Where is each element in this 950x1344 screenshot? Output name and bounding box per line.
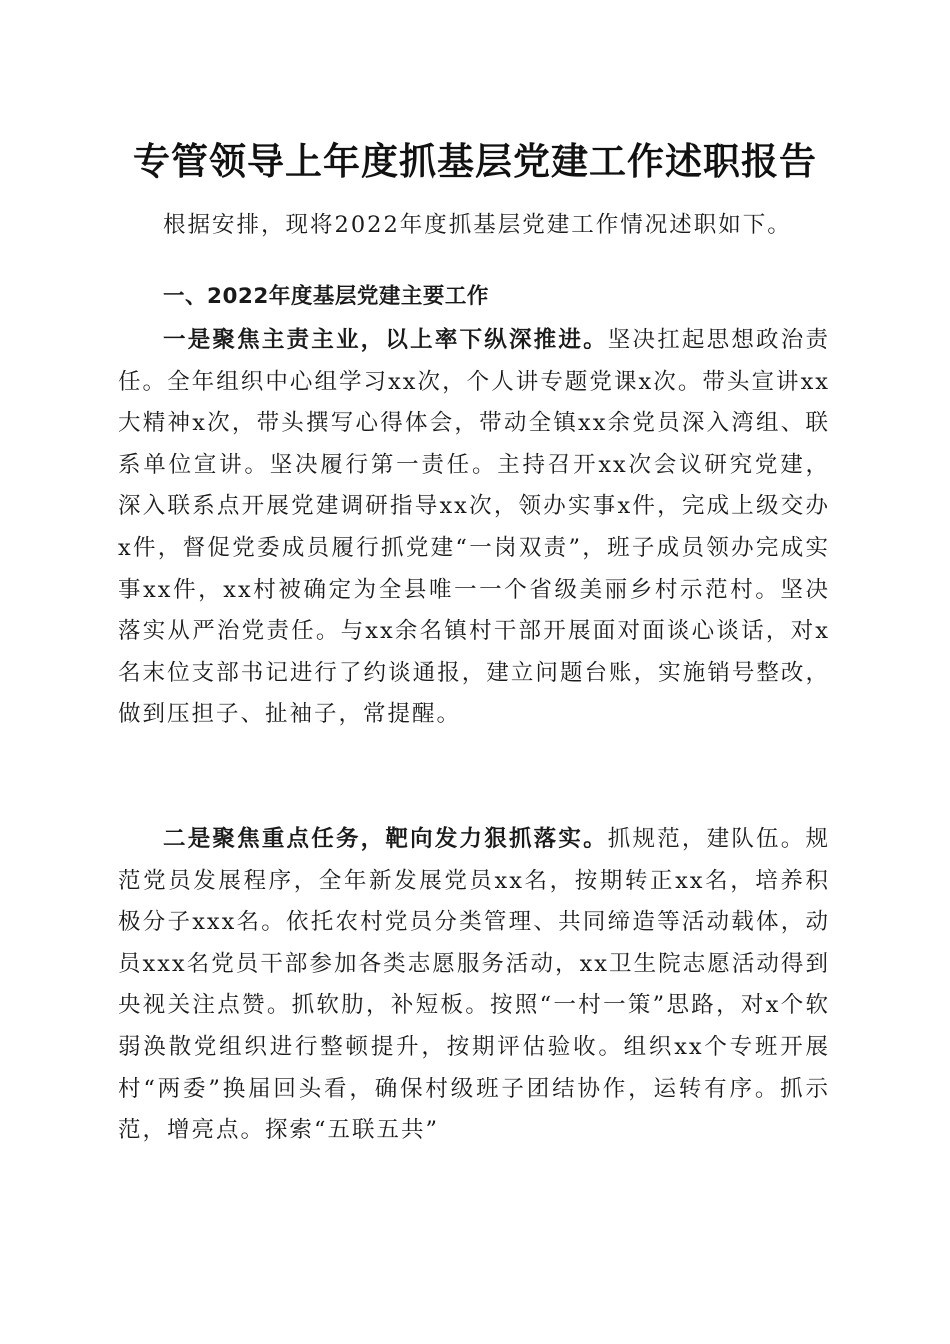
- paragraph-2-lead: 二是聚焦重点任务，靶向发力狠抓落实。: [163, 826, 608, 852]
- document-title: 专管领导上年度抓基层党建工作述职报告: [133, 139, 817, 183]
- section-heading: 一、2022年度基层党建主要工作: [163, 284, 489, 309]
- paragraph-2: [118, 819, 830, 1152]
- paragraph-1: [118, 320, 830, 736]
- intro-paragraph: 根据安排，现将2022年度抓基层党建工作情况述职如下。: [163, 212, 792, 238]
- paragraph-1-body: 坚决扛起思想政治责任。全年组织中心组学习xx次，个人讲专题党课x次。带头宣讲xx大精神x次，带头撰写心得体会，带动全镇xx余党员深入湾组、联系单位宣讲。坚决履行第一责任。主持召开xx次会议研究党建，深入联系点开展党建调研指导xx次，领办实事x件，完成上级交办x件，督促党委成员履行抓党建“一岗双责”，班子成员领办完成实事xx件，xx村被确定为全县唯一一个省级美丽乡村示范村。坚决落实从严治党责任。与xx余名镇村干部开展面对面谈心谈话，对x名末位支部书记进行了约谈通报，建立问题台账，实施销号整改，做到压担子、扯袖子，常提醒。: [118, 327, 830, 728]
- paragraph-1-lead: 一是聚焦主责主业，以上率下纵深推进。: [163, 327, 608, 353]
- paragraph-2-body: 抓规范，建队伍。规范党员发展程序，全年新发展党员xx名，按期转正xx名，培养积极分子xxx名。依托农村党员分类管理、共同缔造等活动载体，动员xxx名党员干部参加各类志愿服务活动，xx卫生院志愿活动得到央视关注点赞。抓软肋，补短板。按照“一村一策”思路，对x个软弱涣散党组织进行整顿提升，按期评估验收。组织xx个专班开展村“两委”换届回头看，确保村级班子团结协作，运转有序。抓示范，增亮点。探索“五联五共”: [118, 826, 830, 1144]
